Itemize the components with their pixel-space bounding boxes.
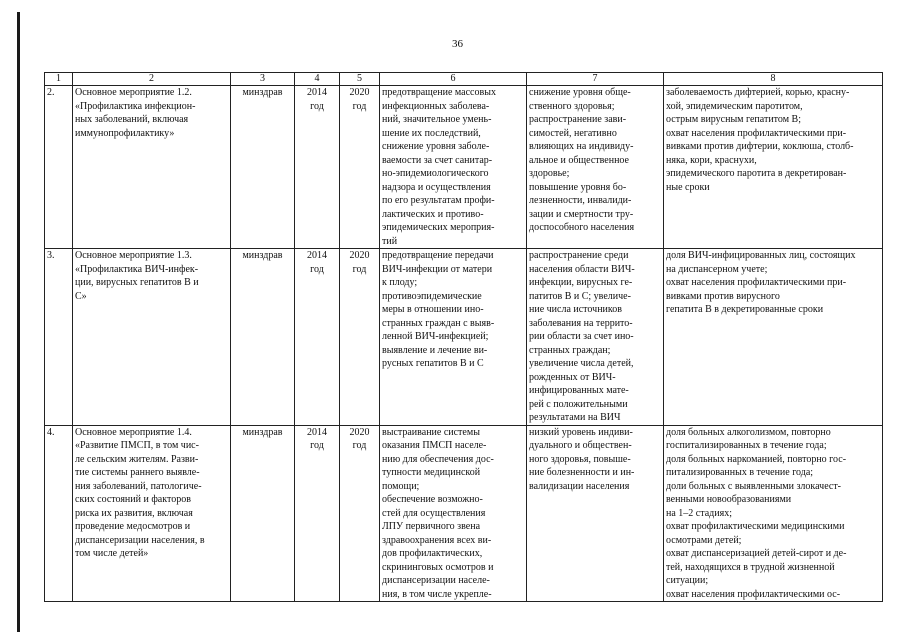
non-implementation-consequences: низкий уровень индиви- дуального и обществен- ного здоровья, повыше- ние болезненности и ин- валидизации населения: [527, 425, 664, 602]
table-row: [45, 425, 883, 602]
end-year: 2020 год: [340, 249, 380, 426]
row-number: 2.: [45, 86, 73, 249]
column-header-1: 1: [45, 73, 73, 86]
non-implementation-consequences: распространение среди населения области ВИЧ- инфекции, вирусных ге- патитов В и С; увеличе- ние числа источников заболевания на террито- рии области за счет ино- странных граждан; увеличение числа детей, рожденных от ВИЧ- инфицированных мате- рей с положительными результатами на ВИЧ: [527, 249, 664, 426]
executor: минздрав: [231, 425, 295, 602]
executor: минздрав: [231, 86, 295, 249]
page-number: 36: [452, 38, 463, 50]
start-year: 2014 год: [295, 86, 340, 249]
column-header-7: 7: [527, 73, 664, 86]
related-indicators: доля ВИЧ-инфицированных лиц, состоящих на диспансерном учете; охват населения профилактическими при- вивками против вирусного гепатита В в декретированные сроки: [664, 249, 883, 426]
measure-name: Основное мероприятие 1.4. «Развитие ПМСП, в том чис- ле сельским жителям. Разви- тие системы раннего выявле- ния заболеваний, патологиче- ских состояний и факторов риска их развития, включая проведение медосмотров и диспансеризации населения, в том числе детей»: [73, 425, 231, 602]
column-header-5: 5: [340, 73, 380, 86]
end-year: 2020 год: [340, 425, 380, 602]
column-header-3: 3: [231, 73, 295, 86]
expected-results: предотвращение массовых инфекционных заболева- ний, значительное умень- шение их последствий, снижение уровня заболе- ваемости за счет санитар- но-эпидемиологического надзора и осуществления по его результатам профи- лактических и противо- эпидемических мероприя- тий: [380, 86, 527, 249]
expected-results: выстраивание системы оказания ПМСП населе- нию для обеспечения дос- тупности медицинской помощи; обеспечение возможно- стей для осуществления ЛПУ первичного звена здравоохранения всех ви- дов профилактических, скрининговых осмотров и диспансеризации населе- ния, в том числе укрепле-: [380, 425, 527, 602]
column-header-4: 4: [295, 73, 340, 86]
table-row: [45, 249, 883, 426]
related-indicators: доля больных алкоголизмом, повторно госпитализированных в течение года; доля больных наркоманией, повторно гос- питализированных в течение года; доли больных с выявленными злокачест- венными новообразованиями на 1–2 стадиях; охват профилактическими медицинскими осмотрами детей; охват диспансеризацией детей-сирот и де- тей, находящихся в трудной жизненной ситуации; охват населения профилактическими ос-: [664, 425, 883, 602]
row-number: 4.: [45, 425, 73, 602]
measure-name: Основное мероприятие 1.3. «Профилактика ВИЧ-инфек- ции, вирусных гепатитов В и С»: [73, 249, 231, 426]
related-indicators: заболеваемость дифтерией, корью, красну- хой, эпидемическим паротитом, острым вирусным гепатитом В; охват населения профилактическими при- вивками против дифтерии, коклюша, столб- няка, кори, краснухи, эпидемического паротита в декретирован- ные сроки: [664, 86, 883, 249]
column-header-8: 8: [664, 73, 883, 86]
column-header-2: 2: [73, 73, 231, 86]
end-year: 2020 год: [340, 86, 380, 249]
executor: минздрав: [231, 249, 295, 426]
non-implementation-consequences: снижение уровня обще- ственного здоровья; распространение зави- симостей, негативно влияющих на индивиду- альное и общественное здоровье; повышение уровня бо- лезненности, инвалиди- зации и смертности тру- доспособного населения: [527, 86, 664, 249]
measure-name: Основное мероприятие 1.2. «Профилактика инфекцион- ных заболеваний, включая иммунопрофилактику»: [73, 86, 231, 249]
table-row: [45, 86, 883, 249]
column-number-row: [45, 73, 883, 86]
measures-table: [44, 72, 883, 602]
column-header-6: 6: [380, 73, 527, 86]
start-year: 2014 год: [295, 425, 340, 602]
row-number: 3.: [45, 249, 73, 426]
start-year: 2014 год: [295, 249, 340, 426]
expected-results: предотвращение передачи ВИЧ-инфекции от матери к плоду; противоэпидемические меры в отношении ино- странных граждан с выяв- ленной ВИЧ-инфекцией; выявление и лечение ви- русных гепатитов В и С: [380, 249, 527, 426]
binding-edge-line: [17, 12, 20, 632]
